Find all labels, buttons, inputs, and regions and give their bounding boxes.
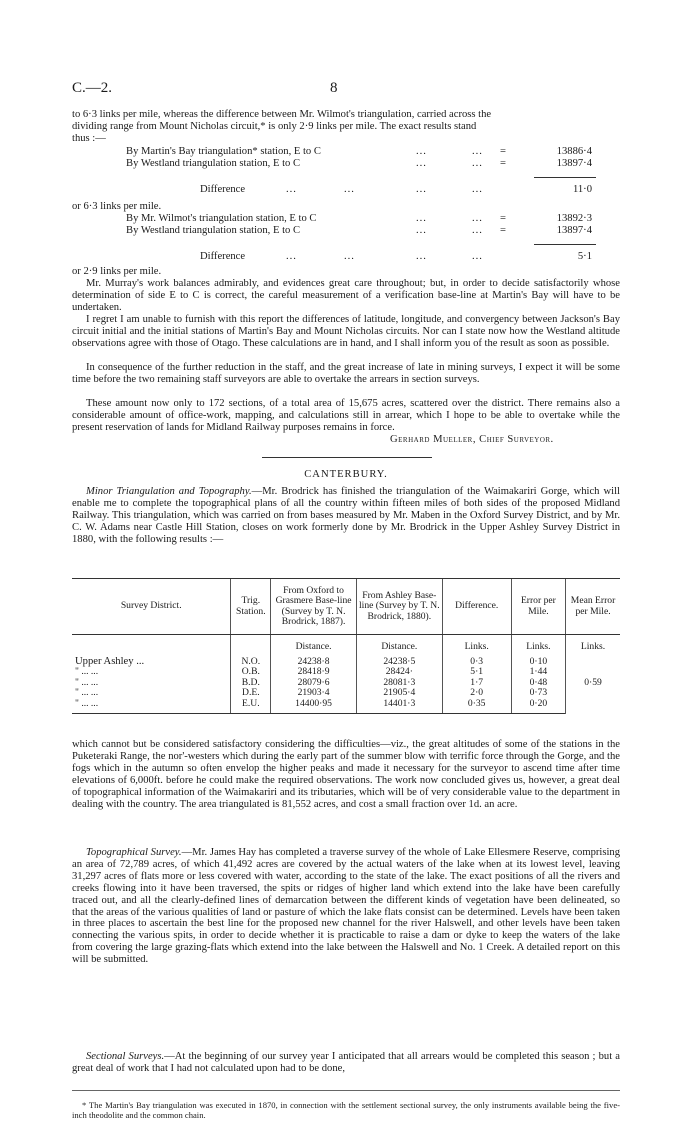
ashley-cell: 24238·5 — [356, 653, 442, 668]
paragraph-regret: I regret I am unable to furnish with this report the differences of latitude, longitude, and convergency between Jackson's Bay circuit initial and the initial stations of Martin's Bay and Mount Nicholas circuits. Nor can I state now how the Westland altitude observations agree with those of Otago. These calculations are in hand, and I shall inform you of the result as soon as possible. — [72, 314, 620, 349]
unit-cell: Links. — [566, 635, 620, 653]
error-cell: 0·20 — [511, 699, 565, 714]
sectional-heading: Sectional Surveys. — [86, 1051, 165, 1062]
paragraph-murray: Mr. Murray's work balances admirably, and evidences great care throughout; but, in order to decide satisfactorily whose determination of side E to C is correct, the careful measurement of a verification base-line at Martin's Bay will have to be undertaken. — [72, 278, 620, 313]
unit-cell — [72, 635, 231, 653]
dots: ... — [472, 184, 483, 195]
intro-line-1: to 6·3 links per mile, whereas the difference between Mr. Wilmot's triangulation, carried across the — [72, 109, 492, 120]
paragraph-amount: These amount now only to 172 sections, of a total area of 15,675 acres, scattered over the district. There remains also a considerable amount of office-work, mapping, and calculations still in arrear, which I hope to be able to overtake while the present reservation of lands for Midland Railway purposes remains in force. — [72, 398, 620, 433]
dots: ... — [416, 146, 427, 157]
unit-cell: Links. — [442, 635, 511, 653]
error-cell: 0·73 — [511, 688, 565, 699]
section-title: CANTERBURY. — [304, 469, 388, 480]
paragraph-minor-triangulation — [72, 486, 620, 546]
col-header-mean-error: Mean Error per Mile. — [566, 579, 620, 635]
comparison-a-diff-label: Difference — [200, 184, 246, 195]
comparison-b-row2-label: By Westland triangulation station, E to C — [126, 225, 301, 236]
paragraph-topographical — [72, 847, 620, 966]
dots: ... — [472, 146, 483, 157]
oxford-cell: 28079·6 — [271, 678, 357, 689]
comparison-b-row1-label: By Mr. Wilmot's triangulation station, E to C — [126, 213, 317, 224]
page-number: 8 — [330, 80, 338, 96]
comparison-a-row2-value: 13897·4 — [556, 158, 592, 169]
ashley-cell: 21905·4 — [356, 688, 442, 699]
comparison-a-row1-value: 13886·4 — [556, 146, 592, 157]
ashley-cell: 28424· — [356, 667, 442, 678]
dots: ... — [472, 251, 483, 262]
table-row — [72, 699, 620, 714]
intro-line-2: dividing range from Mount Nicholas circuit,* is only 2·9 links per mile. The exact results stand — [72, 121, 477, 132]
sum-rule — [534, 177, 596, 178]
dots: ... — [286, 251, 297, 262]
comparison-b-after: or 2·9 links per mile. — [72, 266, 162, 277]
col-header-district: Survey District. — [72, 579, 231, 635]
unit-cell: Distance. — [356, 635, 442, 653]
dots: ... — [416, 184, 427, 195]
error-cell: 0·48 — [511, 678, 565, 689]
dots: ... — [472, 225, 483, 236]
dots: ... — [344, 184, 355, 195]
table-row — [72, 688, 620, 699]
dots: ... — [472, 213, 483, 224]
signature: Gerhard Mueller, Chief Surveyor. — [390, 434, 554, 445]
oxford-cell: 14400·95 — [271, 699, 357, 714]
station-cell: O.B. — [231, 667, 271, 678]
comparison-b-row1-value: 13892·3 — [556, 213, 592, 224]
mean-error-cell: 0·59 — [566, 653, 620, 714]
district-cell: Upper Ashley ... — [75, 655, 145, 667]
district-cell: " ... ... — [75, 666, 99, 677]
minor-triangulation-text: —Mr. Brodrick has finished the triangulation of the Waimakariri Gorge, which will enable me to complete the topographical plans of all the country within fifteen miles of both sides of the proposed Midland Railway. This triangulation, which was carried on from bases measured by Mr. Maben in the Oxford Survey District, and by Mr. C. W. Adams near Castle Hill Station, closes on work formerly done by Mr. Brodrick in the Upper Ashley Survey District in 1880, with the following results :— — [72, 486, 620, 545]
comparison-a-row2-label: By Westland triangulation station, E to C — [126, 158, 301, 169]
paragraph-difficulties: which cannot but be considered satisfactory considering the difficulties—viz., the great altitudes of some of the stations in the Puketeraki Range, the nor'-westers which during the early part of the summer blow with terrific force through the Gorge, and the fogs which in the autumn so often envelop the higher peaks and made it necessary for the surveyor to ascend time after time elevations of 6,000ft. before he could make the required observations. The work now concluded gives us, however, a great deal of topographical information of the Waimakariri and its tributaries, which will be of very considerable value to the department in dealing with the country. The area triangulated is 81,552 acres, and cost a small fraction over 1d. an acre. — [72, 739, 620, 810]
station-cell: D.E. — [231, 688, 271, 699]
station-cell: E.U. — [231, 699, 271, 714]
station-cell: N.O. — [231, 653, 271, 668]
paragraph-consequence: In consequence of the further reduction in the staff, and the great increase of late in mining surveys, I expect it will be some time before the two remaining staff surveyors are able to overtake the arrears in section surveys. — [72, 362, 620, 385]
footnote-rule — [72, 1090, 620, 1091]
paragraph-sectional — [72, 1051, 620, 1075]
comparison-b-diff-label: Difference — [200, 251, 246, 262]
difference-cell: 5·1 — [442, 667, 511, 678]
dots: ... — [472, 158, 483, 169]
oxford-cell: 24238·8 — [271, 653, 357, 668]
page-reference: C.—2. — [72, 80, 113, 96]
footnote: * The Martin's Bay triangulation was executed in 1870, in connection with the settlement sectional survey, the only instruments available being the five-inch theodolite and the common chain. — [72, 1100, 620, 1120]
unit-cell: Distance. — [271, 635, 357, 653]
district-cell: " ... ... — [75, 687, 99, 698]
difference-cell: 1·7 — [442, 678, 511, 689]
topographical-heading: Topographical Survey. — [86, 847, 182, 858]
page-header — [72, 80, 620, 100]
equals-sign: = — [500, 213, 506, 224]
comparison-a-after: or 6·3 links per mile. — [72, 201, 162, 212]
comparison-a-diff-value: 11·0 — [572, 184, 592, 195]
difference-cell: 0·3 — [442, 653, 511, 668]
intro-line-3: thus :— — [72, 133, 106, 144]
sectional-text: —At the beginning of our survey year I anticipated that all arrears would be completed this season ; but a great deal of work that I had not calculated upon had to be done, — [72, 1051, 620, 1074]
unit-cell — [231, 635, 271, 653]
difference-cell: 0·35 — [442, 699, 511, 714]
district-cell: " ... ... — [72, 699, 231, 714]
error-cell: 1·44 — [511, 667, 565, 678]
table-header-row — [72, 579, 620, 635]
table-row — [72, 653, 620, 668]
table-units-row — [72, 635, 620, 653]
minor-triangulation-heading: Minor Triangulation and Topography. — [86, 486, 252, 497]
table-row — [72, 667, 620, 678]
ashley-cell: 28081·3 — [356, 678, 442, 689]
equals-sign: = — [500, 158, 506, 169]
dots: ... — [416, 213, 427, 224]
comparison-b-row2-value: 13897·4 — [556, 225, 592, 236]
triangulation-table — [72, 578, 620, 714]
difference-cell: 2·0 — [442, 688, 511, 699]
sum-rule — [534, 244, 596, 245]
unit-cell: Links. — [511, 635, 565, 653]
equals-sign: = — [500, 146, 506, 157]
ashley-cell: 14401·3 — [356, 699, 442, 714]
col-header-difference: Difference. — [442, 579, 511, 635]
col-header-error: Error per Mile. — [511, 579, 565, 635]
section-divider — [262, 457, 432, 458]
dots: ... — [416, 158, 427, 169]
station-cell: B.D. — [231, 678, 271, 689]
oxford-cell: 28418·9 — [271, 667, 357, 678]
dots: ... — [416, 225, 427, 236]
comparison-a-row1-label: By Martin's Bay triangulation* station, E to C — [126, 146, 321, 157]
col-header-station: Trig. Station. — [231, 579, 271, 635]
dots: ... — [286, 184, 297, 195]
district-cell: " ... ... — [75, 676, 99, 688]
equals-sign: = — [500, 225, 506, 236]
col-header-oxford: From Oxford to Grasmere Base-line (Survey by T. N. Brodrick, 1887). — [271, 579, 357, 635]
error-cell: 0·10 — [511, 653, 565, 668]
oxford-cell: 21903·4 — [271, 688, 357, 699]
col-header-ashley: From Ashley Base-line (Survey by T. N. Brodrick, 1880). — [356, 579, 442, 635]
topographical-text: —Mr. James Hay has completed a traverse survey of the whole of Lake Ellesmere Reserve, comprising an area of 72,789 acres, of which 41,492 acres are covered by the actual waters of the lake when at its lowest level, leaving 31,297 acres of flats more or less covered with water, according to the state of the lake. The exact positions of all the rivers and creeks flowing into it have been traversed, the spits or ridges of higher land which extend into the lake have been carefully traced out, and all the clearly-defined lines of demarcation between the different kinds of vegetation have been delineated, so that the areas of the various qualities of land or pasture of which the lake flats consist can be determined. Levels have been taken in three places to ascertain the best line for the proposed new channel for the river Halswell, and other levels have been taken connecting the various spits, in order to decide whether it is practicable to raise a dam or dyke to keep the waters of the lake from covering the large grazing-flats which extend into the lake between the Halswell and No. 1 Creek. A detailed report on this will be submitted. — [72, 847, 620, 966]
comparison-b-diff-value: 5·1 — [577, 251, 592, 262]
dots: ... — [344, 251, 355, 262]
dots: ... — [416, 251, 427, 262]
